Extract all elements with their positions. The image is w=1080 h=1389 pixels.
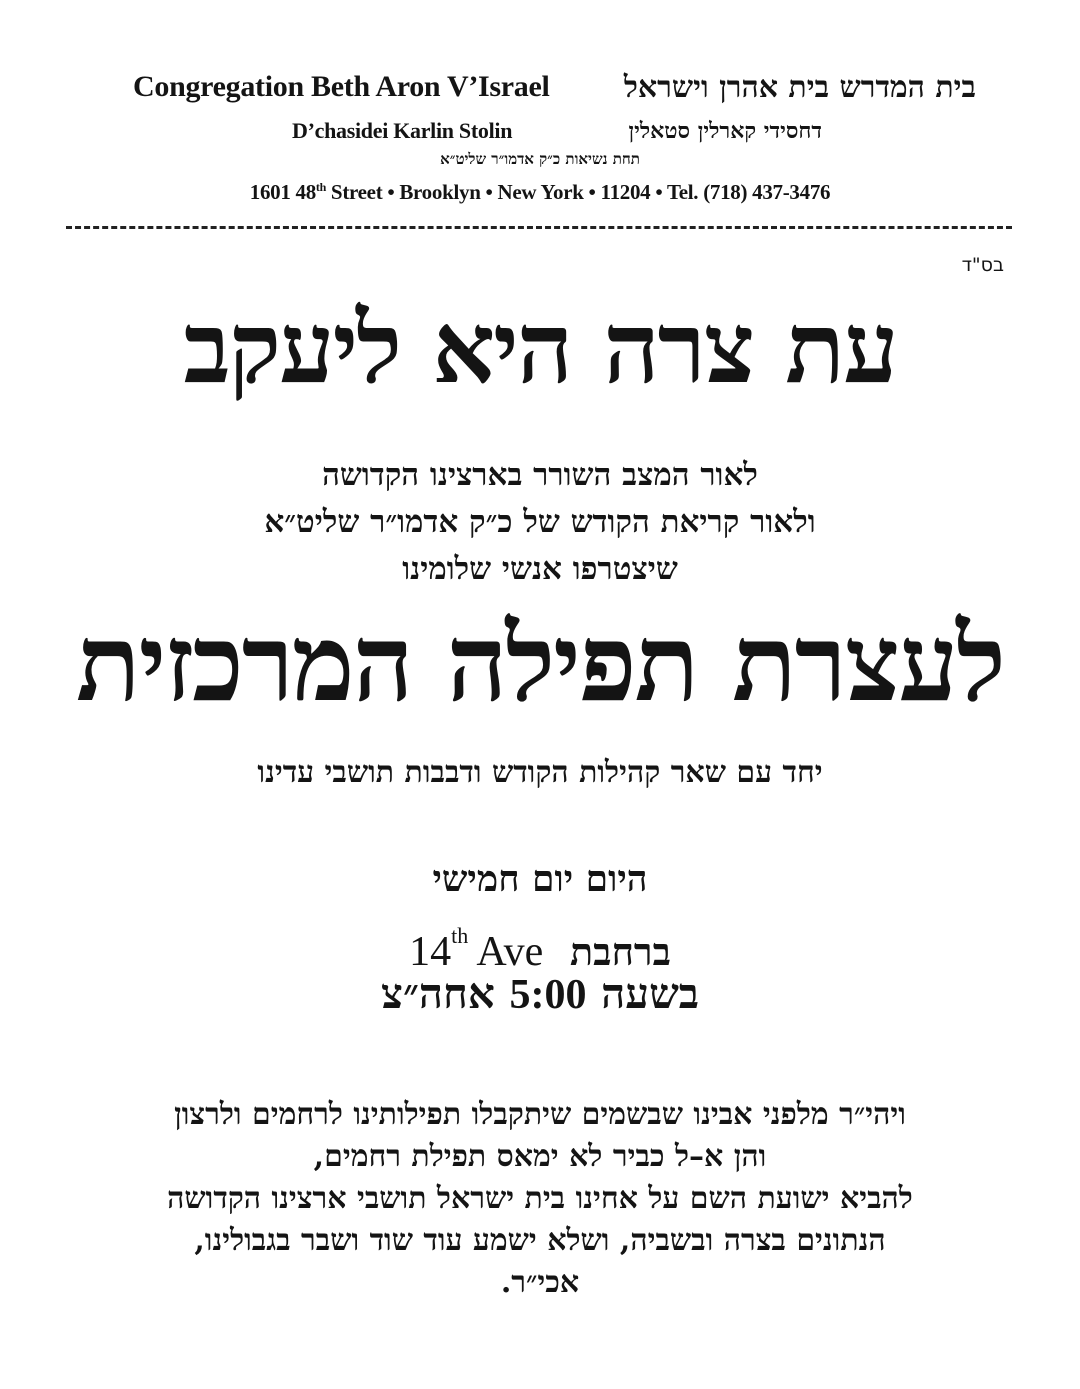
congregation-hebrew-subtitle: דחסידי קארלין סטאלין: [628, 118, 822, 144]
time-prefix: בשעה: [601, 969, 700, 1018]
time-value: 5:00: [509, 972, 587, 1018]
prayer-line: אכי״ר.: [500, 1265, 580, 1300]
intro-line: שיצטרפו אנשי שלומינו: [402, 551, 678, 587]
place-number: 14: [409, 929, 452, 975]
prayer-line: ויהי״ר מלפני אבינו שבשמים שיתקבלו תפילותינו לרחמים ולרצון: [174, 1097, 906, 1132]
together-line: יחד עם שאר קהילות הקודש ודבבות תושבי עדינו: [257, 755, 823, 790]
congregation-english-subtitle: D’chasidei Karlin Stolin: [292, 118, 513, 143]
prayer-line: והן א–ל כביר לא ימאס תפילת רחמים,: [313, 1139, 767, 1174]
place-avenue: Ave: [468, 929, 544, 975]
address-rest: Street • Brooklyn • New York • 11204 • Tel. (718) 437-3476: [325, 180, 831, 204]
time-suffix: אחה״צ: [380, 969, 495, 1018]
dashed-divider: [66, 226, 1012, 229]
patronage-line: תחת נשיאות כ״ק אדמו״ר שליט״א: [440, 150, 640, 168]
intro-line: לאור המצב השורר בארצינו הקדושה: [322, 457, 758, 493]
address-number: 1601 48: [249, 180, 316, 204]
place-ordinal: th: [451, 923, 469, 948]
bsd-mark: בס"ד: [961, 254, 1004, 276]
congregation-english-name: Congregation Beth Aron V’Israel: [133, 70, 550, 103]
time-line: [0, 966, 1080, 1023]
intro-line: ולאור קריאת הקודש של כ״ק אדמו״ר שליט״א: [264, 504, 816, 540]
place-hebrew: ברחבת: [569, 929, 671, 974]
prayer-line: הנתונים בצרה ובשביה, ושלא ישמע עוד שוד ושבר בגבולינו,: [194, 1223, 886, 1258]
prayer-paragraph: [0, 1094, 1080, 1304]
prayer-line: להביא ישועת השם על אחינו בית ישראל תושבי ארצינו הקדושה: [167, 1181, 913, 1216]
address-line: [0, 180, 1080, 205]
intro-block: [0, 452, 1080, 593]
day-line: היום יום חמישי: [432, 858, 648, 900]
address-ordinal: th: [315, 180, 326, 194]
main-heading: לעצרת תפילה המרכזית: [76, 600, 1004, 725]
page-title: עת צרה היא ליעקב: [183, 291, 897, 406]
congregation-hebrew-name: בית המדרש בית אהרן וישראל: [623, 70, 976, 105]
